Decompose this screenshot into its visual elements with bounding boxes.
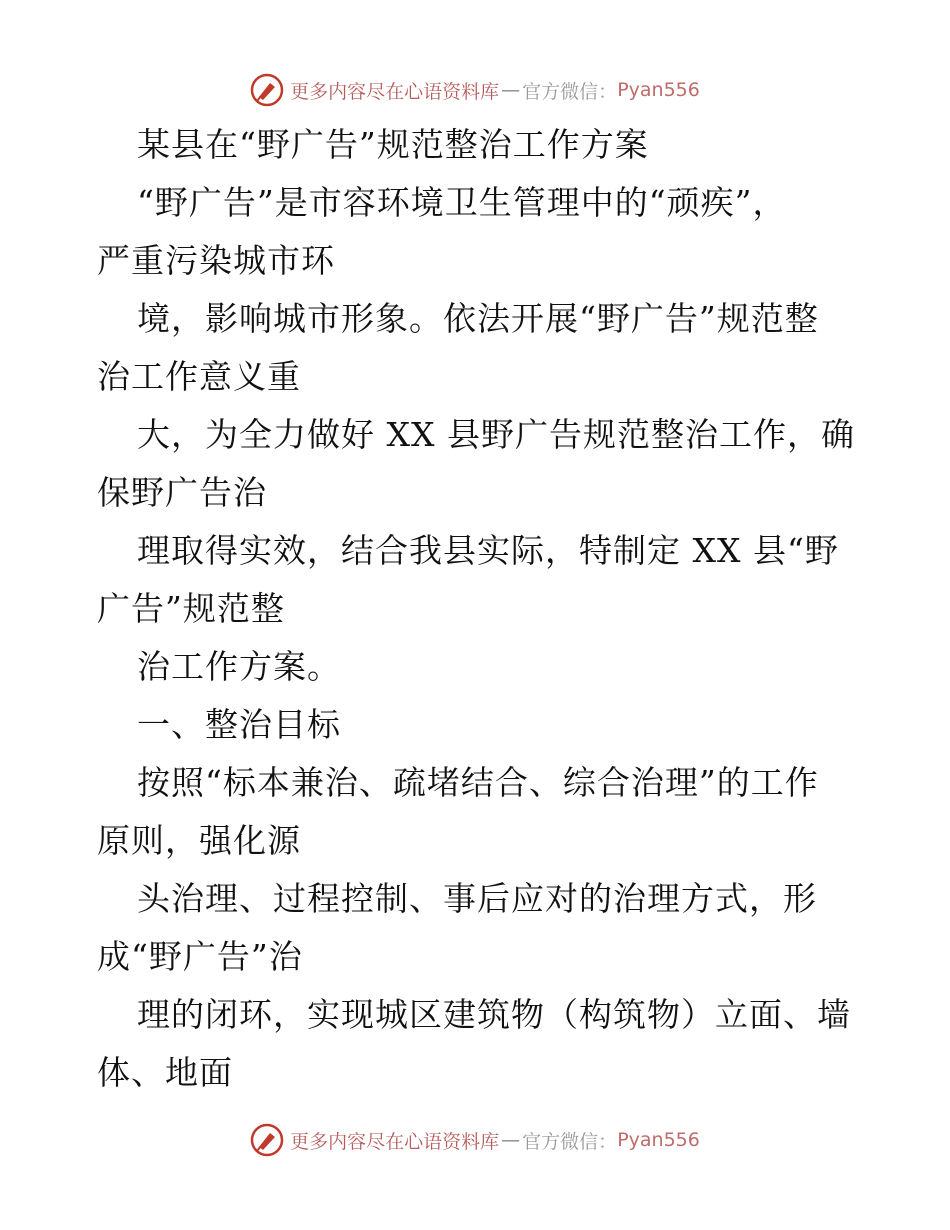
doc-line: 原则，强化源 xyxy=(97,821,301,860)
doc-line: “野广告”是市容环境卫生管理中的“顽疾”， xyxy=(137,183,787,222)
document-body xyxy=(97,116,877,1102)
doc-line: 成“野广告”治 xyxy=(97,937,303,976)
doc-line: 理的闭环，实现城区建筑物（构筑物）立面、墙 xyxy=(137,995,851,1034)
doc-line: 境，影响城市形象。依法开展“野广告”规范整 xyxy=(137,299,819,338)
doc-line: 某县在“野广告”规范整治工作方案 xyxy=(137,125,649,164)
doc-line: 大，为全力做好 XX 县野广告规范整治工作，确 xyxy=(137,415,855,454)
doc-line: 保野广告治 xyxy=(97,473,267,512)
doc-line: 治工作意义重 xyxy=(97,357,301,396)
banner-text: 更多内容尽在心语资料库 xyxy=(290,1130,500,1153)
doc-line: 头治理、过程控制、事后应对的治理方式，形 xyxy=(137,879,817,918)
doc-line: 广告”规范整 xyxy=(97,589,285,628)
doc-line: 理取得实效，结合我县实际，特制定 XX 县“野 xyxy=(137,531,839,570)
doc-line: 按照“标本兼治、疏堵结合、综合治理”的工作 xyxy=(137,763,819,802)
footer-banner xyxy=(0,1120,950,1160)
banner-wechat-label: 官方微信： xyxy=(522,80,618,103)
section-heading: 一、整治目标 xyxy=(137,705,341,744)
doc-line: 治工作方案。 xyxy=(137,647,341,686)
header-banner xyxy=(0,70,950,110)
banner-wechat-id: Pyan556 xyxy=(617,79,700,101)
banner-text: 更多内容尽在心语资料库 xyxy=(290,80,500,103)
doc-line: 严重污染城市环 xyxy=(97,241,335,280)
banner-separator: — xyxy=(501,1129,521,1151)
pen-nib-logo-icon xyxy=(250,1123,284,1157)
banner-separator: — xyxy=(501,79,521,101)
banner-wechat-label: 官方微信： xyxy=(522,1130,618,1153)
doc-line: 体、地面 xyxy=(97,1053,233,1092)
banner-wechat-id: Pyan556 xyxy=(617,1129,700,1151)
pen-nib-logo-icon xyxy=(250,73,284,107)
